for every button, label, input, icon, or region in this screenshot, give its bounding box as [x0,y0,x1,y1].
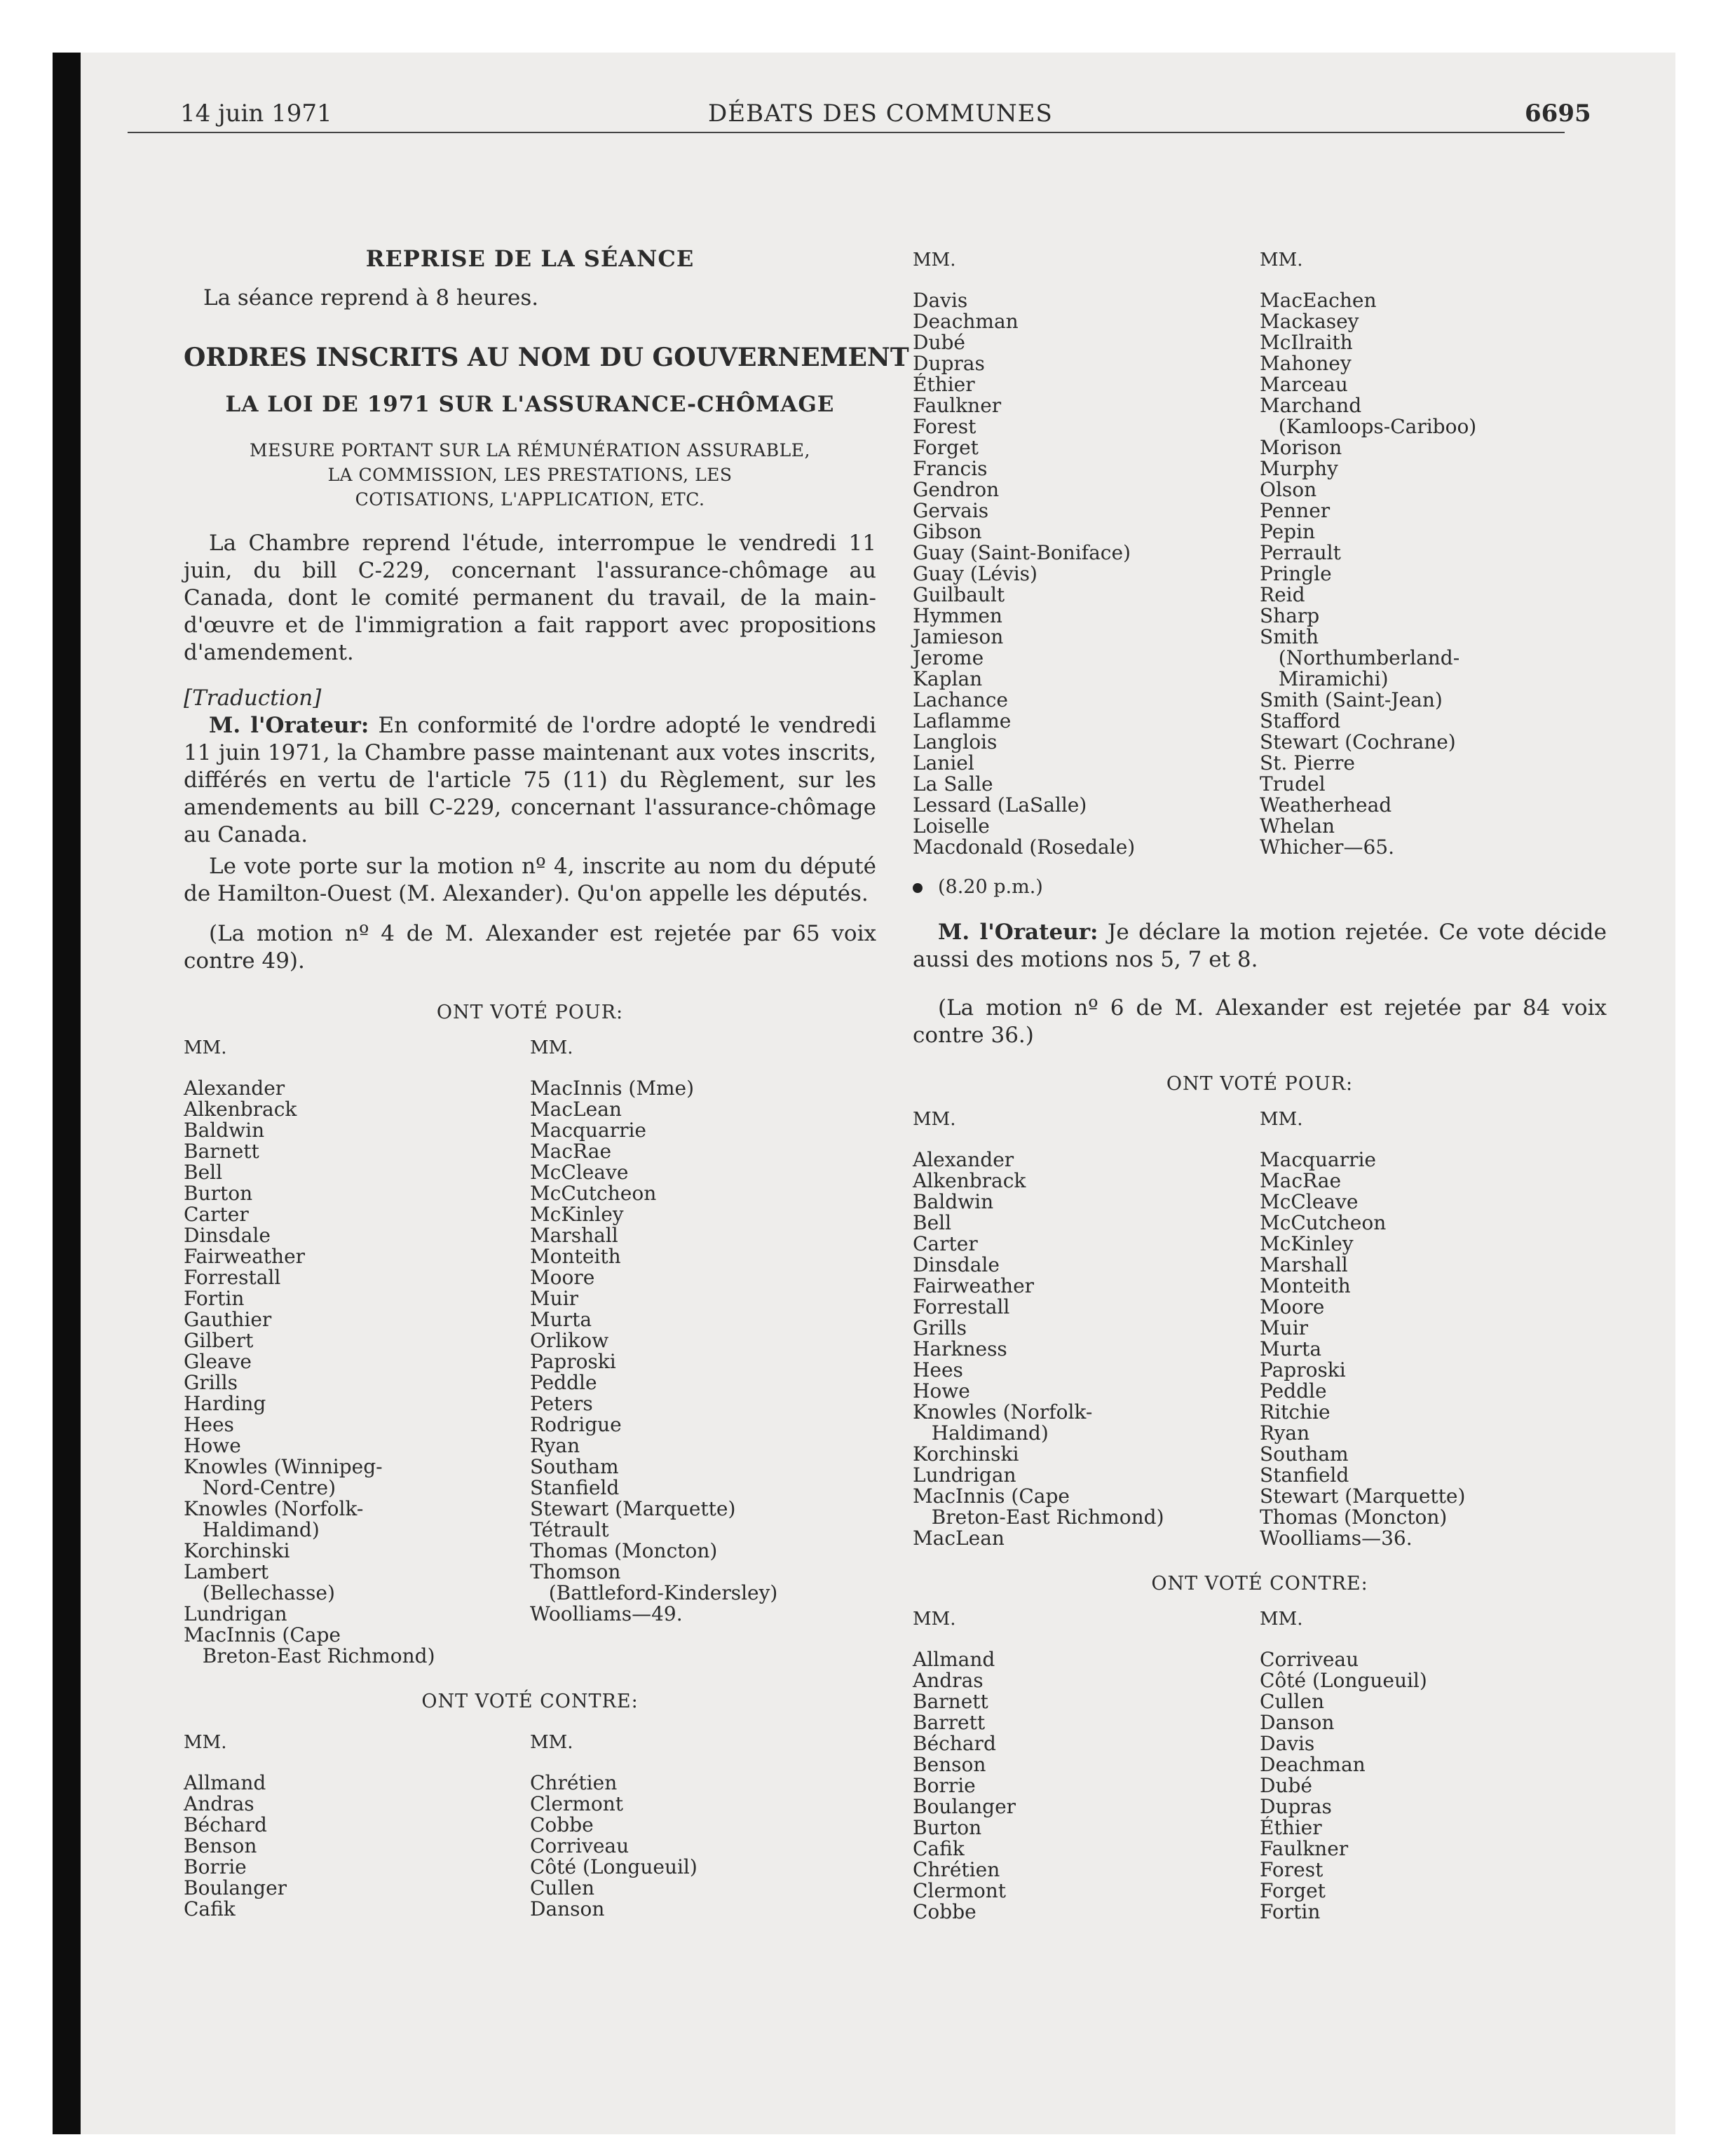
vote-against-col2 [1260,1609,1607,1923]
member-name: Chrétien [913,1858,1000,1881]
member-name: Boulanger [913,1795,1016,1818]
measure-title: MESURE PORTANT SUR LA RÉMUNÉRATION ASSURABLE, LA COMMISSION, LES PRESTATIONS, LES COTISATIONS, L'APPLICATION, ETC. [250,440,810,510]
member-name: Pringle [1260,562,1332,585]
member-name: Jerome [913,646,984,669]
member-name: Forget [913,436,979,459]
member-name: Guilbault [913,583,1005,606]
member-name: Gleave [184,1350,252,1373]
binding-edge [53,53,81,2134]
member-name: Davis [1260,1732,1315,1755]
member-name: Guay (Lévis) [913,562,1037,585]
member-name: McKinley [530,1203,624,1226]
page-number: 6695 [1525,100,1591,128]
member-name: Smith [1260,625,1319,648]
vote-against-heading: ONT VOTÉ CONTRE: [421,1691,639,1712]
member-name: Marceau [1260,373,1348,396]
member-name: Fairweather [184,1245,306,1268]
member-name: McIlraith [1260,331,1353,354]
mm-label: MM. [913,1109,956,1130]
paragraph-result6: (La motion nº 6 de M. Alexander est rejetée par 84 voix contre 36.) [913,995,1607,1048]
member-name: Deachman [913,310,1019,333]
member-name: Davis [913,289,968,312]
member-name: Alexander [184,1077,285,1100]
member-name: Laniel [913,751,974,775]
member-name: Gauthier [184,1308,272,1331]
member-name: Harding [184,1392,266,1415]
paragraph-motion4: Le vote porte sur la motion nº 4, inscrite au nom du député de Hamilton-Ouest (M. Alexander). Qu'on appelle les députés. [184,854,876,906]
member-name: Burton [913,1816,982,1839]
member-name: Côté (Longueuil) [530,1855,698,1878]
mm-label: MM. [530,1037,573,1058]
member-name: Lundrigan [184,1602,287,1625]
mm-label: MM. [913,1609,956,1630]
member-name: Thomas (Moncton) [530,1539,718,1562]
member-name: Chrétien [530,1771,618,1794]
member-name: Penner [1260,499,1331,522]
member-name: Ryan [530,1434,580,1457]
member-name: Smith (Saint-Jean) [1260,688,1443,711]
member-name: Stewart (Marquette) [530,1497,736,1520]
member-name: Allmand [913,1648,995,1671]
section-title: REPRISE DE LA SÉANCE [365,245,695,272]
member-name: Thomas (Moncton) [1260,1506,1448,1529]
member-name: Fortin [1260,1900,1321,1923]
vote-against-continued [913,250,1607,858]
member-name: Corriveau [1260,1648,1359,1671]
member-name: MacInnis (Cape [184,1623,341,1646]
member-name: Forget [1260,1879,1326,1902]
speaker-label: M. l'Orateur: [938,920,1098,945]
vote-for-col1 [184,1037,530,1667]
member-name: Weatherhead [1260,793,1392,817]
member-name: Stafford [1260,709,1341,732]
member-name: Bell [184,1161,223,1184]
member-name: Ritchie [1260,1400,1331,1424]
member-name: Hees [184,1413,234,1436]
member-name: Cullen [530,1876,594,1899]
time-stamp: (8.20 p.m.) [913,876,1607,898]
member-name: Allmand [184,1771,266,1794]
member-name: Fairweather [913,1274,1035,1297]
member-name: (Battleford-Kindersley) [530,1581,778,1604]
member-name: Macquarrie [530,1119,646,1142]
mm-label: MM. [184,1732,227,1753]
paragraph-study: La Chambre reprend l'étude, interrompue le vendredi 11 juin, du bill C-229, concernant l'assurance-chômage au Canada, dont le comité permanent du travail, de la main-d'œuvre et de l'immigration a fait rapport avec propositions d'amendement. [184,531,876,665]
member-name: Stewart (Marquette) [1260,1485,1466,1508]
vote-for-col2 [530,1037,876,1667]
right-column [913,250,1607,1923]
member-name: Béchard [913,1732,996,1755]
member-name: Fortin [184,1287,245,1310]
member-name: McCleave [1260,1190,1359,1213]
member-name: Thomson [530,1560,621,1583]
member-name: Forest [1260,1858,1324,1881]
orders-title: ORDRES INSCRITS AU NOM DU GOUVERNEMENT [184,343,909,372]
member-name: Miramichi) [1260,667,1389,690]
member-name: Alexander [913,1148,1014,1171]
member-name: Borrie [184,1855,247,1878]
member-name: Muir [530,1287,579,1310]
mm-label: MM. [1260,1609,1303,1630]
member-name: Knowles (Winnipeg- [184,1455,383,1478]
member-name: Gervais [913,499,989,522]
member-name: Alkenbrack [913,1169,1026,1192]
member-name: Andras [184,1792,254,1815]
member-name: Lachance [913,688,1008,711]
member-name: Olson [1260,478,1317,501]
member-name: Kaplan [913,667,983,690]
member-name: Dubé [913,331,965,354]
member-name: Nord-Centre) [184,1476,336,1499]
member-name: Hymmen [913,604,1002,627]
member-name: MacInnis (Cape [913,1485,1070,1508]
member-name: Gibson [913,520,982,543]
member-name: Gendron [913,478,1000,501]
member-name: McCleave [530,1161,629,1184]
member-name: Knowles (Norfolk- [913,1400,1093,1424]
member-name: Barnett [913,1690,988,1713]
member-name: Murphy [1260,457,1338,480]
member-name: Stanfield [530,1476,620,1499]
member-name: Moore [1260,1295,1325,1318]
vote-against-col1 [913,1609,1260,1923]
member-name: MacLean [913,1527,1005,1550]
continued-col1 [913,250,1260,858]
member-name: Alkenbrack [184,1098,297,1121]
member-name: Béchard [184,1813,267,1836]
member-name: Rodrigue [530,1413,622,1436]
member-name: Mackasey [1260,310,1359,333]
member-name: Danson [1260,1711,1335,1734]
member-name: (Kamloops-Cariboo) [1260,415,1477,438]
member-name: Marshall [530,1224,618,1247]
vote-for-col2 [1260,1109,1607,1549]
member-name: Whicher—65. [1260,835,1394,859]
vote-against-col1 [184,1732,530,1920]
left-column [184,245,909,1920]
member-name: McCutcheon [1260,1211,1387,1234]
vote-for-heading: ONT VOTÉ POUR: [436,1002,624,1023]
member-name: Dinsdale [913,1253,1000,1276]
member-name: Cobbe [913,1900,977,1923]
member-name: Benson [184,1834,257,1857]
member-name: Macdonald (Rosedale) [913,835,1136,859]
member-name: MacInnis (Mme) [530,1077,695,1100]
member-name: Danson [530,1897,605,1920]
member-name: Lessard (LaSalle) [913,793,1087,817]
member-name: Reid [1260,583,1305,606]
member-name: Dinsdale [184,1224,271,1247]
member-name: Barnett [184,1140,259,1163]
member-name: Howe [913,1379,970,1403]
member-name: Borrie [913,1774,976,1797]
member-name: Korchinski [913,1442,1019,1466]
member-name: Éthier [913,373,975,396]
law-title: LA LOI DE 1971 SUR L'ASSURANCE-CHÔMAGE [225,392,835,417]
member-name: Faulkner [913,394,1002,417]
member-name: Ryan [1260,1421,1310,1445]
member-name: Murta [530,1308,592,1331]
header-title: DÉBATS DES COMMUNES [708,100,1053,128]
vote-against-list [913,1609,1607,1923]
member-name: Forest [913,415,977,438]
member-name: Jamieson [913,625,1004,648]
member-name: Pepin [1260,520,1316,543]
member-name: Stanfield [1260,1464,1349,1487]
member-name: Barrett [913,1711,986,1734]
member-name: Gilbert [184,1329,254,1352]
paragraph-speaker: M. l'Orateur: En conformité de l'ordre adopté le vendredi 11 juin 1971, la Chambre passe maintenant aux votes inscrits, différés en vertu de l'article 75 (11) du Règlement, sur les amendements au bill C-229, concernant l'assurance-chômage au Canada. [184,713,876,847]
member-name: Cafik [913,1837,965,1860]
member-name: Carter [184,1203,249,1226]
member-name: Forrestall [913,1295,1010,1318]
member-name: Haldimand) [184,1518,320,1541]
member-name: Lundrigan [913,1464,1016,1487]
member-name: Francis [913,457,988,480]
member-name: Breton-East Richmond) [913,1506,1164,1529]
member-name: McCutcheon [530,1182,657,1205]
member-name: Tétrault [530,1518,609,1541]
member-name: Guay (Saint-Boniface) [913,541,1131,564]
vote-for-list [184,1037,876,1667]
member-name: Perrault [1260,541,1341,564]
mm-label: MM. [530,1732,573,1753]
member-name: MacRae [1260,1169,1342,1192]
bullet-icon [913,883,923,893]
vote-for-col1 [913,1109,1260,1549]
mm-label: MM. [1260,250,1303,271]
paragraph-rejected: M. l'Orateur: Je déclare la motion rejetée. Ce vote décide aussi des motions nos 5, 7 et 8. [913,920,1607,972]
member-name: Woolliams—49. [530,1602,683,1625]
member-name: La Salle [913,772,993,796]
member-name: Baldwin [184,1119,265,1142]
mm-label: MM. [913,250,956,271]
member-name: Grills [913,1316,967,1339]
member-name: Paproski [530,1350,616,1373]
member-name: Éthier [1260,1816,1322,1839]
member-name: Southam [1260,1442,1349,1466]
resume-text: La séance reprend à 8 heures. [203,285,539,311]
member-name: Hees [913,1358,963,1381]
member-name: Muir [1260,1316,1309,1339]
member-name: St. Pierre [1260,751,1355,775]
member-name: Clermont [913,1879,1007,1902]
member-name: Baldwin [913,1190,994,1213]
member-name: Grills [184,1371,238,1394]
member-name: Woolliams—36. [1260,1527,1413,1550]
member-name: Stewart (Cochrane) [1260,730,1456,753]
member-name: Paproski [1260,1358,1346,1381]
member-name: Dupras [913,352,985,375]
member-name: Burton [184,1182,253,1205]
mm-label: MM. [1260,1109,1303,1130]
vote-against-heading: ONT VOTÉ CONTRE: [1151,1573,1368,1595]
member-name: MacLean [530,1098,622,1121]
member-name: Benson [913,1753,986,1776]
member-name: Knowles (Norfolk- [184,1497,364,1520]
member-name: Dupras [1260,1795,1332,1818]
member-name: Côté (Longueuil) [1260,1669,1427,1692]
member-name: (Northumberland- [1260,646,1460,669]
member-name: Boulanger [184,1876,287,1899]
member-name: Mahoney [1260,352,1352,375]
speaker-label: M. l'Orateur: [209,713,369,738]
member-name: Peddle [1260,1379,1327,1403]
member-name: Howe [184,1434,241,1457]
vote-against-col2 [530,1732,876,1920]
vote-for-list [913,1109,1607,1549]
member-name: Laflamme [913,709,1012,732]
member-name: Deachman [1260,1753,1366,1776]
member-name: Macquarrie [1260,1148,1376,1171]
member-name: MacEachen [1260,289,1377,312]
vote-for-heading: ONT VOTÉ POUR: [1166,1073,1354,1095]
member-name: Whelan [1260,814,1335,838]
member-name: Loiselle [913,814,990,838]
member-name: Andras [913,1669,984,1692]
member-name: Cafik [184,1897,236,1920]
traduction-note: [Traduction] [184,685,322,711]
header-rule [128,132,1565,133]
vote-against-list [184,1732,876,1920]
member-name: Dubé [1260,1774,1312,1797]
member-name: Cullen [1260,1690,1324,1713]
member-name: McKinley [1260,1232,1354,1255]
member-name: Murta [1260,1337,1322,1360]
mm-label: MM. [184,1037,227,1058]
member-name: Morison [1260,436,1342,459]
member-name: Sharp [1260,604,1320,627]
member-name: Peters [530,1392,593,1415]
member-name: Cobbe [530,1813,594,1836]
member-name: Carter [913,1232,978,1255]
member-name: Harkness [913,1337,1007,1360]
member-name: Breton-East Richmond) [184,1644,435,1667]
member-name: Forrestall [184,1266,281,1289]
member-name: Bell [913,1211,952,1234]
member-name: Monteith [530,1245,621,1268]
member-name: Marshall [1260,1253,1348,1276]
member-name: Lambert [184,1560,268,1583]
member-name: Trudel [1260,772,1326,796]
member-name: Orlikow [530,1329,609,1352]
member-name: MacRae [530,1140,612,1163]
continued-col2 [1260,250,1607,858]
member-name: Faulkner [1260,1837,1349,1860]
member-name: Corriveau [530,1834,630,1857]
member-name: Peddle [530,1371,597,1394]
member-name: Marchand [1260,394,1362,417]
paragraph-result4: (La motion nº 4 de M. Alexander est rejetée par 65 voix contre 49). [184,921,876,974]
member-name: Monteith [1260,1274,1351,1297]
member-name: Korchinski [184,1539,290,1562]
member-name: Langlois [913,730,998,753]
header-date: 14 juin 1971 [180,100,332,128]
member-name: Haldimand) [913,1421,1049,1445]
member-name: Moore [530,1266,595,1289]
member-name: (Bellechasse) [184,1581,335,1604]
member-name: Southam [530,1455,619,1478]
member-name: Clermont [530,1792,624,1815]
